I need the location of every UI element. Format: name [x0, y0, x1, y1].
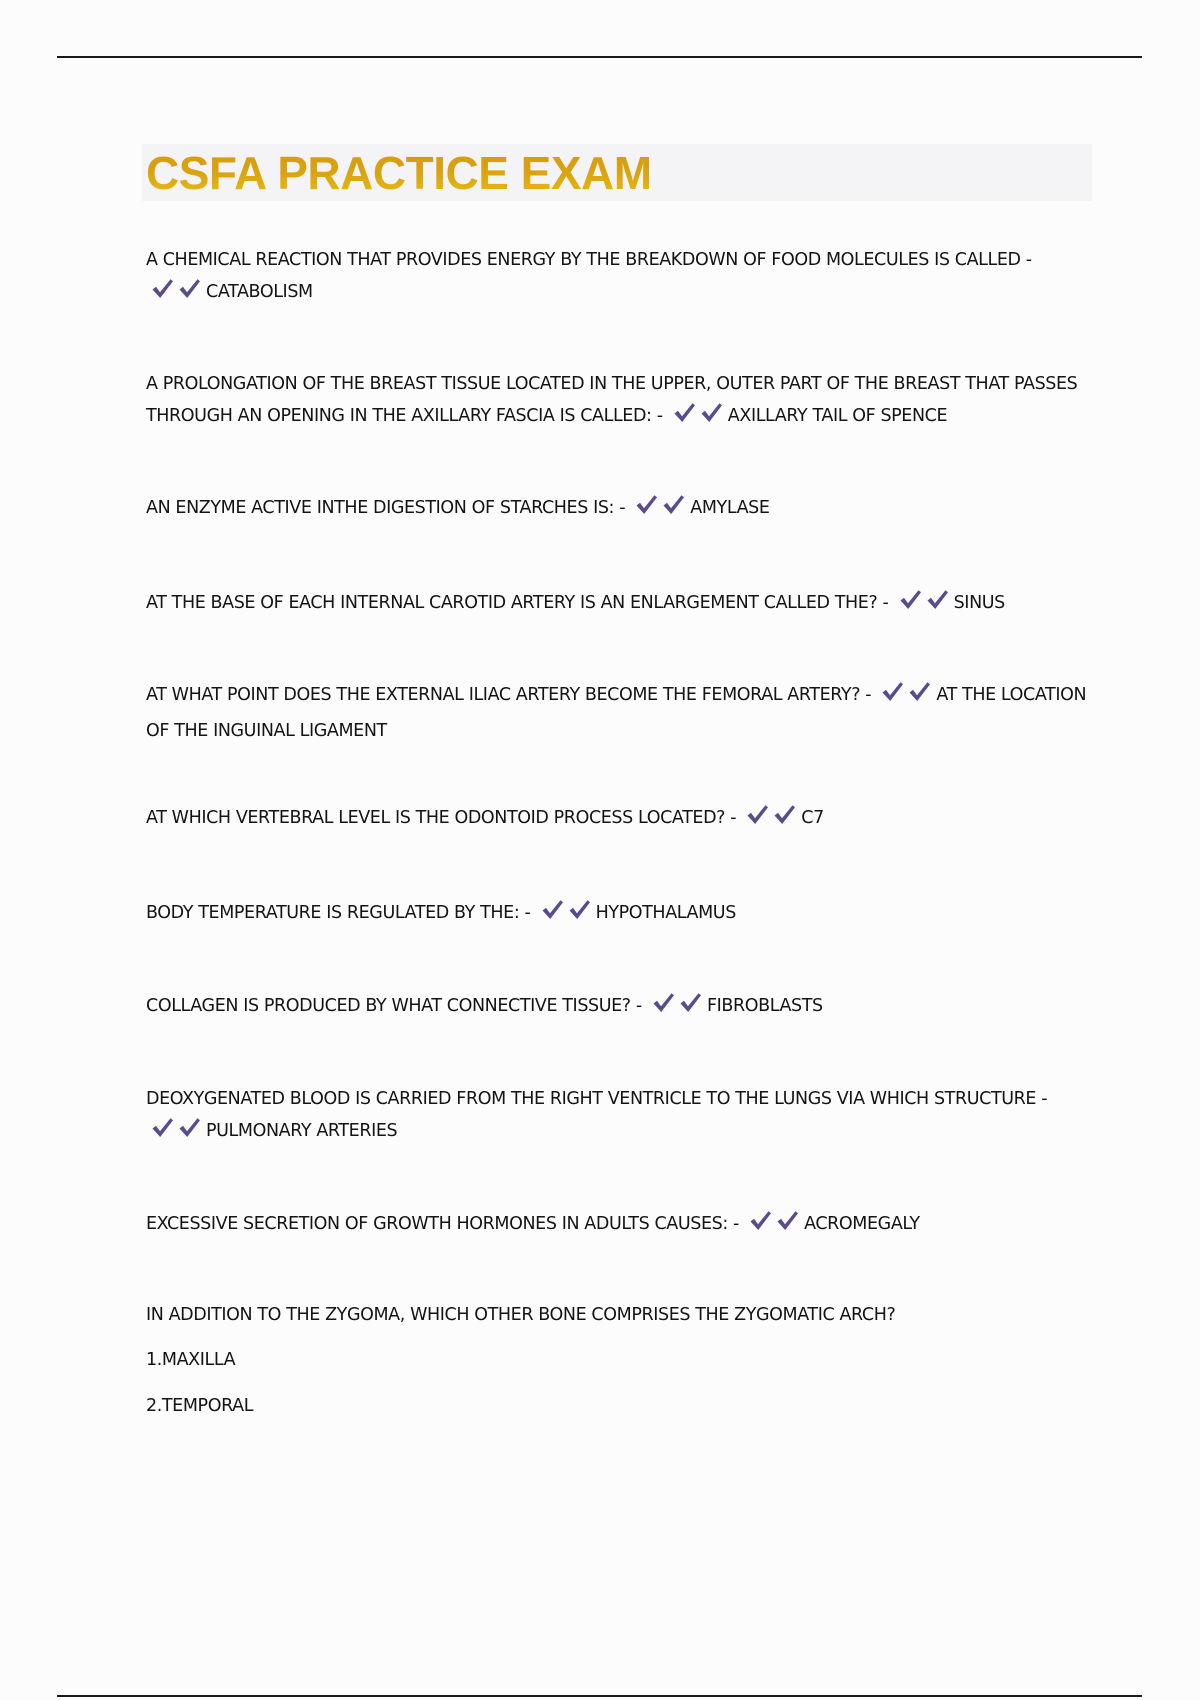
question-text: A PROLONGATION OF THE BREAST TISSUE LOCATED IN THE UPPER, OUTER PART OF THE BREAST THAT PASSES THROUGH AN OPENING IN THE AXILLARY FASCIA IS CALLED: -	[146, 374, 1078, 426]
double-check-icon	[748, 1209, 802, 1244]
question-text: DEOXYGENATED BLOOD IS CARRIED FROM THE RIGHT VENTRICLE TO THE LUNGS VIA WHICH STRUCTURE -	[146, 1089, 1048, 1109]
last-question-text: IN ADDITION TO THE ZYGOMA, WHICH OTHER BONE COMPRISES THE ZYGOMATIC ARCH?	[146, 1305, 896, 1325]
check-icon	[567, 898, 594, 922]
question-text: EXCESSIVE SECRETION OF GROWTH HORMONES IN ADULTS CAUSES: -	[146, 1214, 739, 1234]
question-text: AN ENZYME ACTIVE INTHE DIGESTION OF STARCHES IS: -	[146, 498, 626, 518]
check-icon	[540, 898, 567, 922]
qa-item	[146, 492, 1091, 528]
question-text: AT WHICH VERTEBRAL LEVEL IS THE ODONTOID PROCESS LOCATED? -	[146, 808, 737, 828]
double-check-icon	[150, 1116, 204, 1151]
answer-text: ACROMEGALY	[804, 1214, 920, 1234]
double-check-icon	[880, 680, 934, 715]
qa-item	[146, 1083, 1091, 1151]
double-check-icon	[745, 803, 799, 838]
check-icon	[651, 991, 678, 1015]
answer-text: PULMONARY ARTERIES	[206, 1121, 398, 1141]
check-icon	[150, 1116, 177, 1140]
qa-item	[146, 244, 1091, 312]
answer-option: 2.TEMPORAL	[146, 1396, 254, 1416]
double-check-icon	[540, 898, 594, 933]
qa-item	[146, 1208, 1091, 1244]
check-icon	[699, 401, 726, 425]
answer-option: 1.MAXILLA	[146, 1350, 236, 1370]
check-icon	[907, 680, 934, 704]
double-check-icon	[898, 588, 952, 623]
qa-item	[146, 897, 1091, 933]
answer-text: AT THE LOCATION OF THE INGUINAL LIGAMENT	[146, 685, 1087, 741]
answer-text: SINUS	[953, 593, 1005, 613]
answer-text: FIBROBLASTS	[706, 996, 823, 1016]
check-icon	[775, 1209, 802, 1233]
check-icon	[661, 493, 688, 517]
double-check-icon	[672, 401, 726, 436]
answer-text: AMYLASE	[690, 498, 770, 518]
qa-item	[146, 990, 1091, 1026]
qa-item	[146, 802, 1091, 838]
check-icon	[150, 277, 177, 301]
question-text: BODY TEMPERATURE IS REGULATED BY THE: -	[146, 903, 531, 923]
check-icon	[748, 1209, 775, 1233]
qa-item	[146, 368, 1091, 436]
check-icon	[177, 1116, 204, 1140]
question-text: AT WHAT POINT DOES THE EXTERNAL ILIAC ARTERY BECOME THE FEMORAL ARTERY? -	[146, 685, 872, 705]
double-check-icon	[634, 493, 688, 528]
question-text: AT THE BASE OF EACH INTERNAL CAROTID ARTERY IS AN ENLARGEMENT CALLED THE? -	[146, 593, 889, 613]
check-icon	[678, 991, 705, 1015]
double-check-icon	[651, 991, 705, 1026]
check-icon	[672, 401, 699, 425]
qa-item	[146, 679, 1091, 747]
answer-text: CATABOLISM	[206, 282, 313, 302]
question-text: COLLAGEN IS PRODUCED BY WHAT CONNECTIVE TISSUE? -	[146, 996, 642, 1016]
qa-item	[146, 587, 1091, 623]
check-icon	[925, 588, 952, 612]
document-title: CSFA PRACTICE EXAM	[146, 147, 652, 199]
top-rule	[57, 56, 1142, 58]
check-icon	[745, 803, 772, 827]
answer-text: C7	[801, 808, 824, 828]
check-icon	[772, 803, 799, 827]
check-icon	[898, 588, 925, 612]
answer-text: HYPOTHALAMUS	[595, 903, 736, 923]
bottom-rule	[57, 1695, 1142, 1697]
answer-text: AXILLARY TAIL OF SPENCE	[727, 406, 948, 426]
double-check-icon	[150, 277, 204, 312]
check-icon	[177, 277, 204, 301]
check-icon	[880, 680, 907, 704]
check-icon	[634, 493, 661, 517]
question-text: A CHEMICAL REACTION THAT PROVIDES ENERGY BY THE BREAKDOWN OF FOOD MOLECULES IS CALLED -	[146, 250, 1032, 270]
